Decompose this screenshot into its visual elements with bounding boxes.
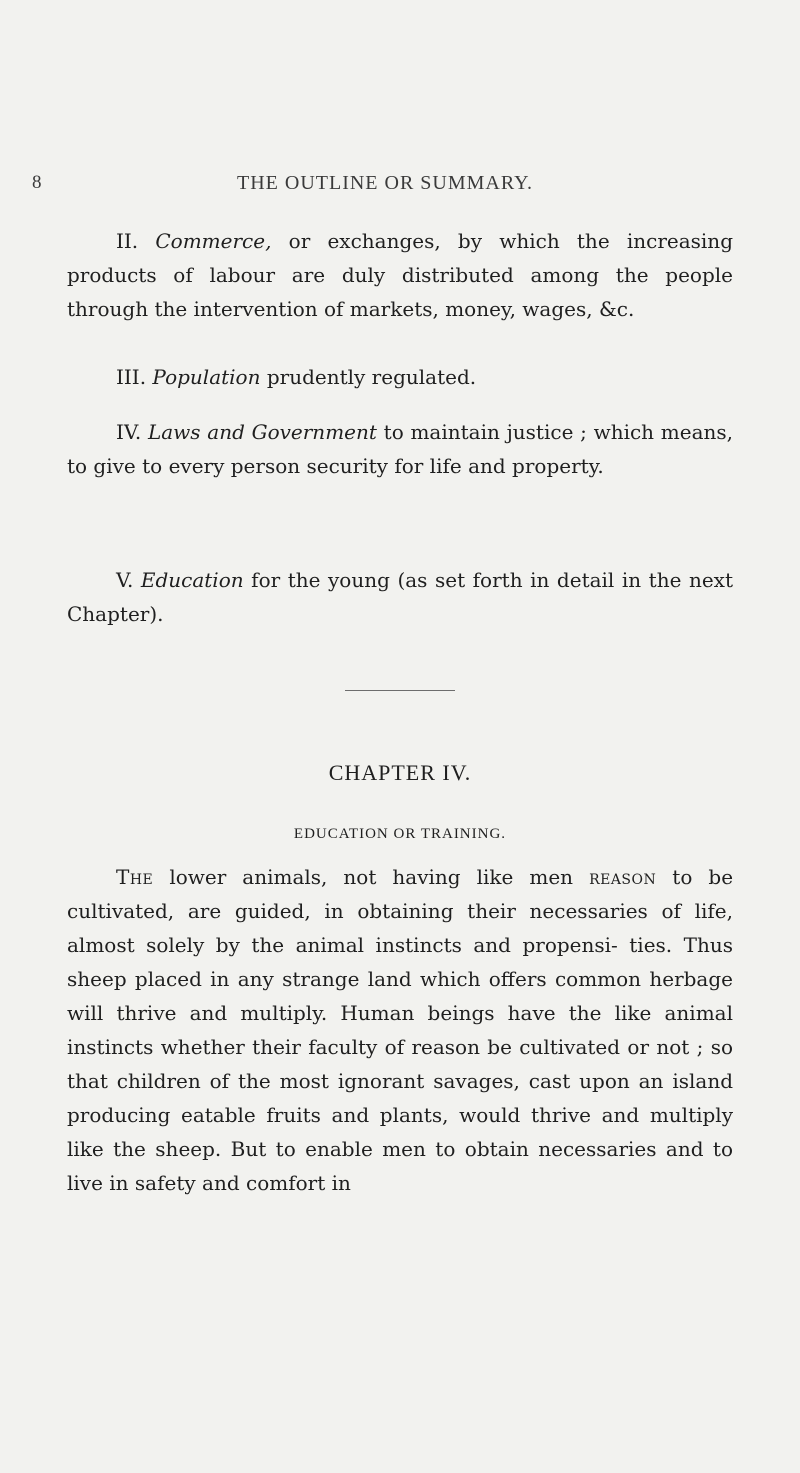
item-text: for the young (as set forth in detail in the next Chapter). [67, 568, 734, 626]
chapter-title: CHAPTER IV. [328, 760, 472, 785]
item-text: to maintain justice ; which means, to give to every person security for life and property. [67, 420, 734, 478]
item-numeral: V. [116, 568, 134, 592]
body-text: lower animals, not having like men [169, 865, 574, 889]
item-numeral: IV. [116, 420, 142, 444]
item-text: or exchanges, by which the increasing products of labour are duly distributed among the people through the intervention of markets, money, wages, &c. [67, 229, 733, 321]
chapter-body-paragraph [67, 860, 733, 1200]
section-divider [345, 690, 455, 691]
page-number: 8 [32, 172, 42, 193]
item-numeral: III. [116, 365, 147, 389]
item-term: Education [140, 568, 244, 592]
opening-word: The [116, 865, 154, 889]
list-item-population [67, 360, 733, 394]
running-head [32, 172, 732, 200]
item-numeral: II. [116, 229, 139, 253]
list-item-commerce [67, 224, 733, 326]
item-text: prudently regulated. [266, 365, 477, 389]
running-title: THE OUTLINE OR SUMMARY. [237, 172, 533, 194]
list-item-laws-government [67, 415, 733, 483]
list-item-education [67, 563, 733, 631]
chapter-subtitle: EDUCATION OR TRAINING. [293, 826, 507, 842]
emphasis-word: reason [589, 865, 657, 889]
body-text: to be cultivated, are guided, in obtaining their necessaries of life, almost solely by the animal instincts and propensi- ties. Thus sheep placed in any strange land which offers common herbage will thrive and multiply. Human beings have the like animal instincts whether their faculty of reason be cultivated or not ; so that children of the most ignorant savages, cast upon an island producing eatable fruits and plants, would thrive and multiply like the sheep. But to enable men to obtain necessaries and to live in safety and comfort in [67, 865, 734, 1195]
item-term: Commerce, [155, 229, 272, 253]
item-term: Laws and Government [147, 420, 377, 444]
item-term: Population [152, 365, 261, 389]
